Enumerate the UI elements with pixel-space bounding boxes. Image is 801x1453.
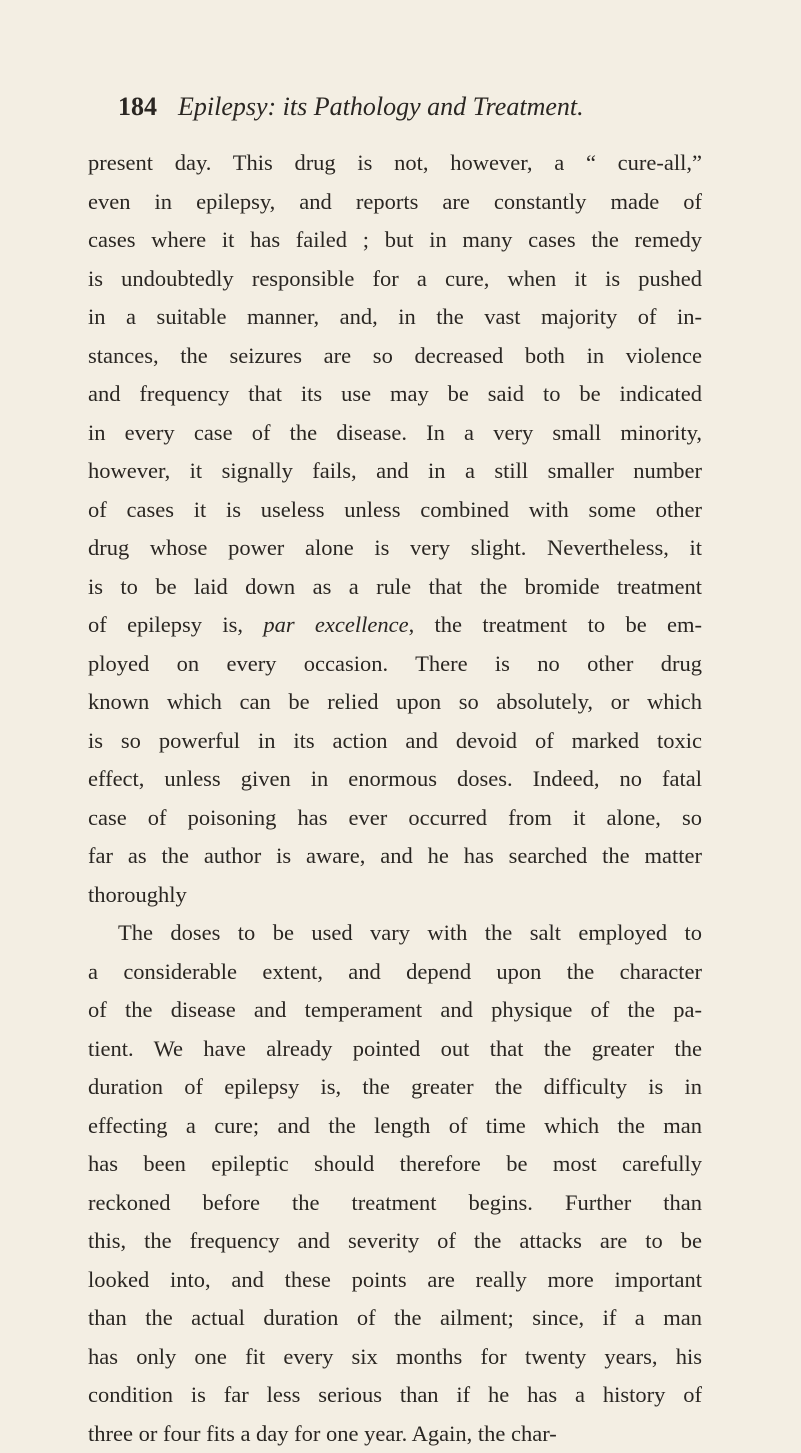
text-line: this, the frequency and severity of the attacks are to be — [88, 1222, 702, 1261]
text-line: condition is far less serious than if he has a history of — [88, 1376, 702, 1415]
text-line: effecting a cure; and the length of time which the man — [88, 1107, 702, 1146]
text-line: is undoubtedly responsible for a cure, when it is pushed — [88, 260, 702, 299]
text-line: far as the author is aware, and he has searched the matter — [88, 837, 702, 876]
text-line: in a suitable manner, and, in the vast majority of in- — [88, 298, 702, 337]
text-line: of epilepsy is, par excellence, the treatment to be em- — [88, 606, 702, 645]
text-line: drug whose power alone is very slight. Nevertheless, it — [88, 529, 702, 568]
text-line: a considerable extent, and depend upon the character — [88, 953, 702, 992]
text-line: even in epilepsy, and reports are constantly made of — [88, 183, 702, 222]
text-line: tient. We have already pointed out that the greater the — [88, 1030, 702, 1069]
text-line: is to be laid down as a rule that the bromide treatment — [88, 568, 702, 607]
text-line: duration of epilepsy is, the greater the difficulty is in — [88, 1068, 702, 1107]
text-line: looked into, and these points are really more important — [88, 1261, 702, 1300]
text-line: is so powerful in its action and devoid of marked toxic — [88, 722, 702, 761]
text-line: in every case of the disease. In a very small minority, — [88, 414, 702, 453]
text-line: The doses to be used vary with the salt employed to — [88, 914, 702, 953]
text-line: has been epileptic should therefore be most carefully — [88, 1145, 702, 1184]
emphasis-text: par excellence — [263, 612, 408, 637]
text-line: than the actual duration of the ailment; since, if a man — [88, 1299, 702, 1338]
text-line: however, it signally fails, and in a still smaller number — [88, 452, 702, 491]
text-line: of the disease and temperament and physique of the pa- — [88, 991, 702, 1030]
text-line: three or four fits a day for one year. Again, the char- — [88, 1415, 702, 1453]
text-line: reckoned before the treatment begins. Further than — [88, 1184, 702, 1223]
page-number: 184 — [118, 92, 157, 122]
text-line: stances, the seizures are so decreased both in violence — [88, 337, 702, 376]
text-line: and frequency that its use may be said to be indicated — [88, 375, 702, 414]
page-header — [118, 92, 681, 128]
text-line: thoroughly — [88, 876, 702, 915]
text-line: present day. This drug is not, however, a “ cure-all,” — [88, 144, 702, 183]
text-line: known which can be relied upon so absolutely, or which — [88, 683, 702, 722]
running-title: Epilepsy: its Pathology and Treatment. — [178, 92, 584, 122]
text-line: ployed on every occasion. There is no other drug — [88, 645, 702, 684]
text-line: has only one fit every six months for twenty years, his — [88, 1338, 702, 1377]
text-line: cases where it has failed ; but in many cases the remedy — [88, 221, 702, 260]
text-line: of cases it is useless unless combined with some other — [88, 491, 702, 530]
text-line: effect, unless given in enormous doses. Indeed, no fatal — [88, 760, 702, 799]
body-text — [88, 144, 702, 1453]
text-line: case of poisoning has ever occurred from it alone, so — [88, 799, 702, 838]
